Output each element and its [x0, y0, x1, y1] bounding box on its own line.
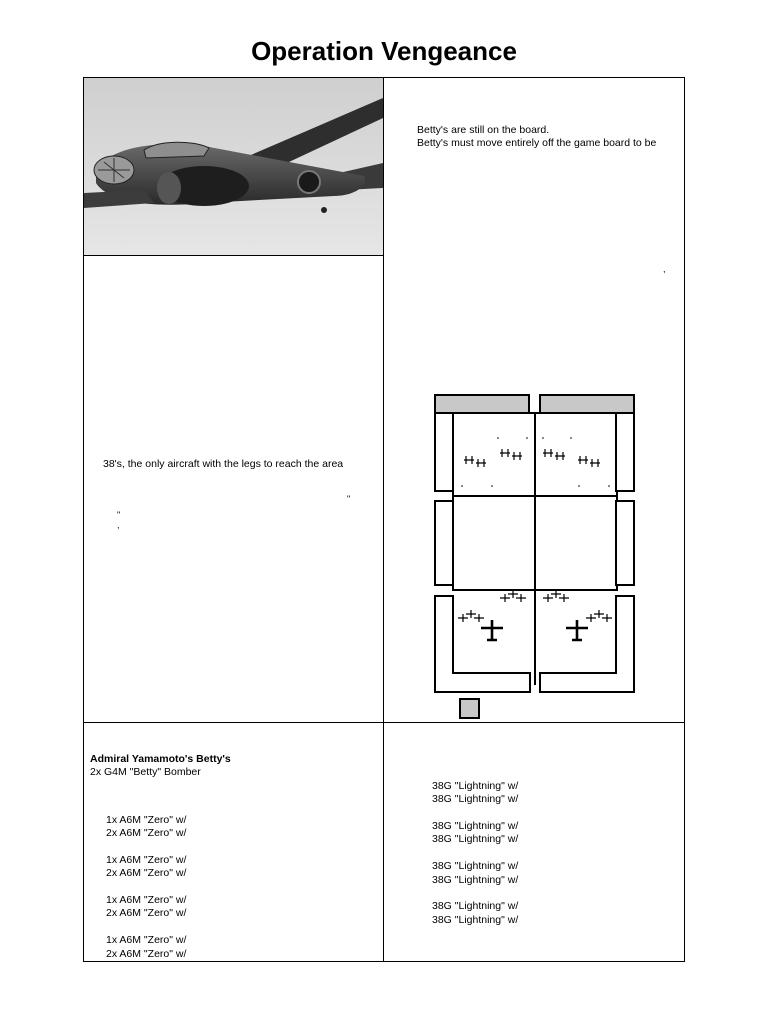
- board-bottom-right-edge: [540, 596, 634, 692]
- plane-icon: [500, 594, 510, 602]
- board-middle-right-panel: [535, 496, 617, 590]
- zero-roster-line: 1x A6M "Zero" w/: [106, 854, 187, 866]
- zero-roster-line: 2x A6M "Zero" w/: [106, 827, 187, 839]
- zero-roster-line: 1x A6M "Zero" w/: [106, 814, 187, 826]
- board-top-left-panel: [453, 413, 535, 496]
- zero-roster-line: 2x A6M "Zero" w/: [106, 948, 187, 960]
- plane-icon: [559, 594, 569, 602]
- lightning-roster-line: 38G "Lightning" w/: [432, 900, 519, 912]
- lightning-roster-line: 38G "Lightning" w/: [432, 780, 519, 792]
- plane-icon: [464, 456, 474, 464]
- plane-icon: [602, 614, 612, 622]
- plane-icon: [590, 459, 600, 467]
- board-right-edge-middle: [616, 501, 634, 585]
- stray-quote-mark: ": [117, 510, 121, 520]
- board-right-edge-top: [616, 413, 634, 491]
- bomber-icon: [566, 620, 588, 640]
- plane-icon: [508, 590, 518, 598]
- board-middle-left-panel: [453, 496, 535, 590]
- zero-roster-line: 1x A6M "Zero" w/: [106, 934, 187, 946]
- plane-icon: [476, 459, 486, 467]
- background-text-line: 38's, the only aircraft with the legs to reach the area: [103, 458, 344, 470]
- bomber-roster-line: 2x G4M "Betty" Bomber: [90, 766, 201, 778]
- japanese-forces-heading: Admiral Yamamoto's Betty's: [90, 753, 231, 765]
- plane-icon: [516, 594, 526, 602]
- lightning-roster-line: 38G "Lightning" w/: [432, 860, 519, 872]
- stray-comma-mark: ,: [117, 520, 120, 530]
- lightning-roster-line: 38G "Lightning" w/: [432, 833, 519, 845]
- page-title: Operation Vengeance: [251, 36, 517, 66]
- plane-icon: [500, 449, 510, 457]
- lightning-roster-line: 38G "Lightning" w/: [432, 874, 519, 886]
- plane-icon: [543, 449, 553, 457]
- board-top-right-panel: [535, 413, 617, 496]
- bomber-icon: [481, 620, 503, 640]
- plane-icon: [512, 452, 522, 460]
- lightning-roster-line: 38G "Lightning" w/: [432, 914, 519, 926]
- plane-icon: [555, 452, 565, 460]
- plane-icon: [551, 590, 561, 598]
- plane-icon: [458, 614, 468, 622]
- plane-icon: [586, 614, 596, 622]
- board-bottom-left-edge: [435, 596, 530, 692]
- stray-quote-mark: ": [347, 494, 351, 504]
- plane-icon: [543, 594, 553, 602]
- rule-text-line-1: Betty's are still on the board.: [417, 124, 550, 136]
- board-top-left-bar: [435, 395, 529, 413]
- board-top-right-bar: [540, 395, 634, 413]
- zero-roster-line: 2x A6M "Zero" w/: [106, 867, 187, 879]
- zero-formation-top: [464, 449, 600, 467]
- board-left-edge-middle: [435, 501, 453, 585]
- plane-icon: [474, 614, 484, 622]
- zero-roster-line: 1x A6M "Zero" w/: [106, 894, 187, 906]
- zero-roster-line: 2x A6M "Zero" w/: [106, 907, 187, 919]
- stray-punctuation: ,: [663, 264, 666, 274]
- plane-icon: [578, 456, 588, 464]
- lightning-roster-line: 38G "Lightning" w/: [432, 820, 519, 832]
- plane-icon: [466, 610, 476, 618]
- rule-text-line-2: Betty's must move entirely off the game board to be: [417, 137, 657, 149]
- board-marker-square: [460, 699, 479, 718]
- board-left-edge-top: [435, 413, 453, 491]
- lightning-roster-line: 38G "Lightning" w/: [432, 793, 519, 805]
- plane-icon: [594, 610, 604, 618]
